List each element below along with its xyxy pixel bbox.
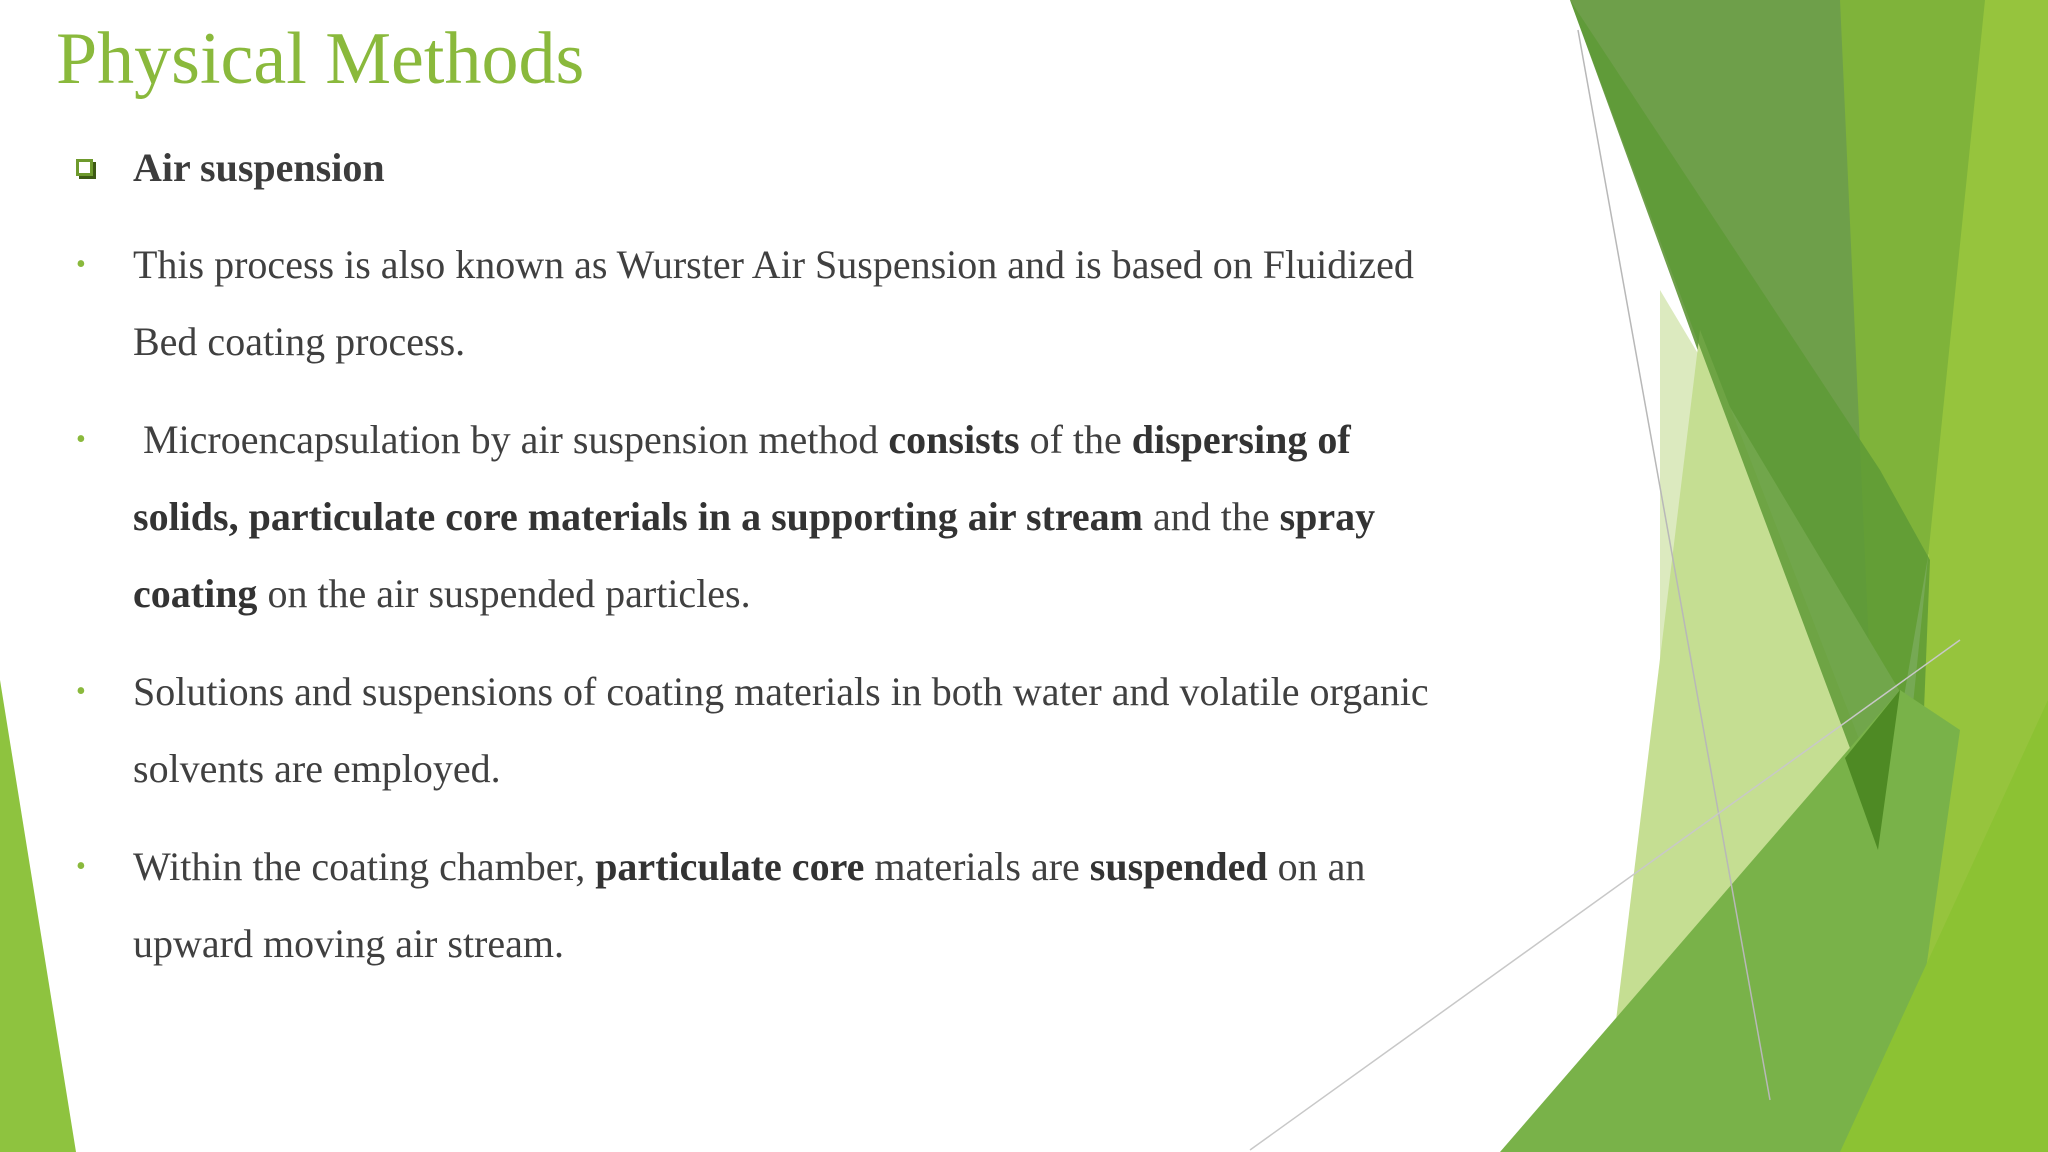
text-run: This process is also known as Wurster Air Suspension and is based on Fluidized bbox=[133, 242, 1414, 287]
text-run: and the bbox=[1142, 494, 1280, 539]
text-run: Solutions and suspensions of coating materials in both water and volatile organic bbox=[133, 669, 1429, 714]
text-run: Within the coating chamber, bbox=[133, 844, 596, 889]
bullet-line bbox=[133, 303, 1573, 380]
text-run: solvents are employed. bbox=[133, 746, 501, 791]
bold-text-run: coating bbox=[133, 571, 258, 616]
text-run: on an bbox=[1267, 844, 1366, 889]
slide-title: Physical Methods bbox=[56, 18, 585, 100]
bold-text-run: consists bbox=[888, 417, 1020, 462]
bullet-line bbox=[133, 653, 1573, 730]
text-run: on the air suspended particles. bbox=[257, 571, 751, 616]
bullet-line bbox=[133, 828, 1573, 905]
bullet-line bbox=[133, 478, 1573, 555]
bullet-text bbox=[133, 401, 1573, 632]
bullet-line bbox=[133, 905, 1573, 982]
hollow-square-icon bbox=[76, 159, 93, 176]
bullet-text bbox=[133, 828, 1573, 982]
bullet-line bbox=[133, 730, 1573, 807]
text-run: of the bbox=[1019, 417, 1132, 462]
bold-text-run: spray bbox=[1279, 494, 1376, 539]
section-heading bbox=[76, 137, 385, 197]
bullet-text bbox=[133, 653, 1573, 807]
bold-text-run: particulate core bbox=[595, 844, 865, 889]
bullet-text bbox=[133, 226, 1573, 380]
bullet-line bbox=[133, 226, 1573, 303]
bullet-line bbox=[133, 555, 1573, 632]
round-dot-icon: • bbox=[76, 676, 86, 707]
bold-text-run: solids, particulate core materials in a supporting air stream bbox=[133, 494, 1143, 539]
round-dot-icon: • bbox=[76, 424, 86, 455]
round-dot-icon: • bbox=[76, 249, 86, 280]
section-heading-text: Air suspension bbox=[133, 144, 385, 190]
text-run: Microencapsulation by air suspension method bbox=[133, 417, 889, 462]
round-dot-icon: • bbox=[76, 851, 86, 882]
text-run: materials are bbox=[864, 844, 1090, 889]
bold-text-run: dispersing of bbox=[1131, 417, 1351, 462]
bullet-line bbox=[133, 401, 1573, 478]
bold-text-run: suspended bbox=[1089, 844, 1268, 889]
text-run: Bed coating process. bbox=[133, 319, 466, 364]
text-run: upward moving air stream. bbox=[133, 921, 564, 966]
